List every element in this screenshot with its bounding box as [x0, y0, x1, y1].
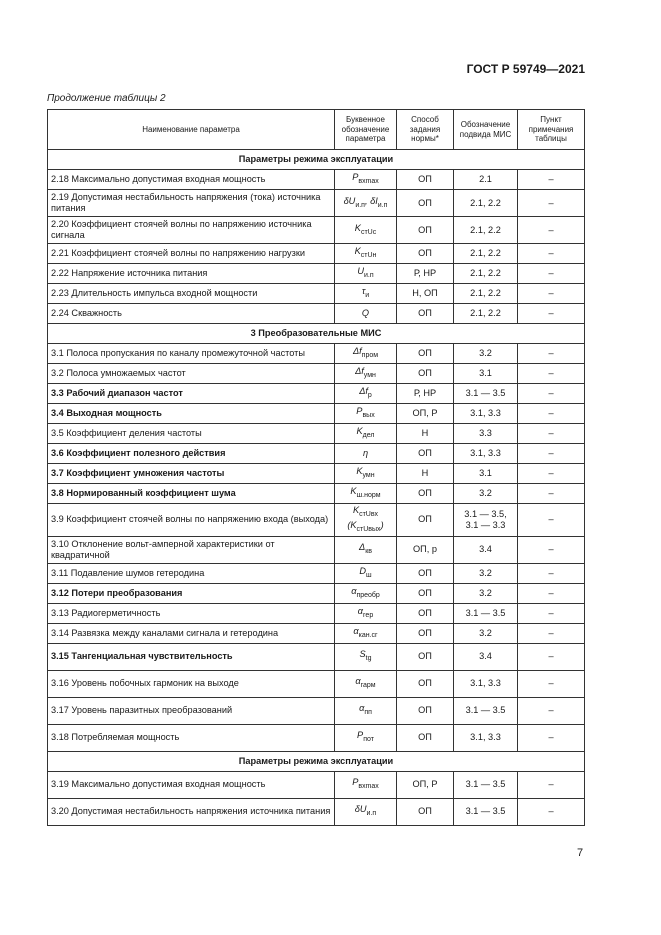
param-symbol: $\Delta f_{пром}$ [335, 344, 397, 364]
param-method: ОП [397, 670, 454, 697]
param-method: ОП [397, 444, 454, 464]
param-symbol: $\delta U_{и.п}$, $\delta I_{и.п}$ [335, 190, 397, 217]
table-row [48, 484, 585, 504]
param-method: ОП [397, 623, 454, 643]
param-note: – [518, 583, 585, 603]
param-note: – [518, 563, 585, 583]
param-symbol: $K_{стUвх}$ $(K_{стUвых})$ [335, 504, 397, 537]
param-method: ОП [397, 724, 454, 751]
table-row [48, 724, 585, 751]
param-symbol: $\Delta f_р$ [335, 384, 397, 404]
table-row [48, 563, 585, 583]
param-method: Н [397, 464, 454, 484]
table-row [48, 404, 585, 424]
param-note: – [518, 484, 585, 504]
column-header-symbol: Буквенное обозначение параметра [335, 110, 397, 150]
param-note: – [518, 603, 585, 623]
table-row [48, 304, 585, 324]
param-name: 3.7 Коэффициент умножения частоты [48, 464, 335, 484]
param-ref: 3.1 [454, 464, 518, 484]
param-ref: 3.2 [454, 623, 518, 643]
column-header-name: Наименование параметра [48, 110, 335, 150]
param-note: – [518, 798, 585, 825]
table-row [48, 771, 585, 798]
param-note: – [518, 444, 585, 464]
table-row [48, 603, 585, 623]
page-number: 7 [577, 847, 584, 859]
param-name: 2.18 Максимально допустимая входная мощность [48, 170, 335, 190]
table-row [48, 464, 585, 484]
param-note: – [518, 464, 585, 484]
param-ref: 2.1, 2.2 [454, 304, 518, 324]
param-name: 3.19 Максимально допустимая входная мощность [48, 771, 335, 798]
param-method: ОП, Р [397, 771, 454, 798]
param-name: 3.13 Радиогерметичность [48, 603, 335, 623]
param-note: – [518, 264, 585, 284]
param-ref: 3.2 [454, 344, 518, 364]
param-name: 3.1 Полоса пропускания по каналу промежуточной частоты [48, 344, 335, 364]
param-note: – [518, 170, 585, 190]
param-symbol: $K_{стUc}$ [335, 217, 397, 244]
param-name: 3.4 Выходная мощность [48, 404, 335, 424]
param-name: 3.5 Коэффициент деления частоты [48, 424, 335, 444]
param-ref: 3.1 — 3.5 [454, 603, 518, 623]
column-header-ref: Обозначение подвида МИС [454, 110, 518, 150]
table-row [48, 217, 585, 244]
param-note: – [518, 244, 585, 264]
param-ref: 3.2 [454, 484, 518, 504]
param-method: ОП, р [397, 536, 454, 563]
param-ref: 3.2 [454, 583, 518, 603]
param-note: – [518, 284, 585, 304]
param-name: 3.2 Полоса умножаемых частот [48, 364, 335, 384]
param-name: 3.12 Потери преобразования [48, 583, 335, 603]
param-method: ОП [397, 563, 454, 583]
param-symbol: $\alpha_{пп}$ [335, 697, 397, 724]
param-ref: 3.1 — 3.5 [454, 771, 518, 798]
param-note: – [518, 771, 585, 798]
param-ref: 3.4 [454, 536, 518, 563]
table-row [48, 264, 585, 284]
param-name: 2.22 Напряжение источника питания [48, 264, 335, 284]
param-symbol: $\alpha_{преобр}$ [335, 583, 397, 603]
param-note: – [518, 670, 585, 697]
section-title: Параметры режима эксплуатации [48, 150, 585, 170]
table-row [48, 170, 585, 190]
param-method: ОП, Р [397, 404, 454, 424]
param-note: – [518, 304, 585, 324]
table-row [48, 190, 585, 217]
param-name: 3.6 Коэффициент полезного действия [48, 444, 335, 464]
param-method: ОП [397, 697, 454, 724]
table-row [48, 583, 585, 603]
param-method: ОП [397, 504, 454, 537]
param-method: ОП [397, 217, 454, 244]
param-ref: 3.1, 3.3 [454, 670, 518, 697]
param-name: 3.17 Уровень паразитных преобразований [48, 697, 335, 724]
table-row [48, 536, 585, 563]
param-ref: 3.3 [454, 424, 518, 444]
table-row [48, 504, 585, 537]
param-name: 3.8 Нормированный коэффициент шума [48, 484, 335, 504]
param-symbol: $\alpha_{гер}$ [335, 603, 397, 623]
param-ref: 2.1, 2.2 [454, 190, 518, 217]
param-note: – [518, 364, 585, 384]
param-name: 3.20 Допустимая нестабильность напряжения источника питания [48, 798, 335, 825]
table-row [48, 798, 585, 825]
param-method: ОП [397, 190, 454, 217]
param-symbol: $\tau_и$ [335, 284, 397, 304]
param-method: ОП [397, 304, 454, 324]
param-name: 3.15 Тангенциальная чувствительность [48, 643, 335, 670]
param-ref: 3.4 [454, 643, 518, 670]
param-note: – [518, 190, 585, 217]
table-row [48, 364, 585, 384]
param-name: 2.24 Скважность [48, 304, 335, 324]
param-symbol: $P_{пот}$ [335, 724, 397, 751]
param-note: – [518, 404, 585, 424]
param-ref: 2.1 [454, 170, 518, 190]
param-symbol: $\delta U_{и.п}$ [335, 798, 397, 825]
param-note: – [518, 536, 585, 563]
table-row [48, 284, 585, 304]
param-ref: 3.1 — 3.5 [454, 384, 518, 404]
param-symbol: $D_ш$ [335, 563, 397, 583]
param-method: Н, ОП [397, 284, 454, 304]
param-symbol: η [335, 444, 397, 464]
param-ref: 3.1 — 3.5 [454, 697, 518, 724]
param-symbol: Q [335, 304, 397, 324]
param-method: Р, НР [397, 264, 454, 284]
param-note: – [518, 643, 585, 670]
column-header-method: Способ задания нормы* [397, 110, 454, 150]
param-ref: 3.1, 3.3 [454, 724, 518, 751]
param-ref: 3.1 — 3.5 [454, 798, 518, 825]
standard-number: ГОСТ Р 59749—2021 [466, 62, 585, 76]
param-method: ОП [397, 244, 454, 264]
param-symbol: $\alpha_{кан.сг}$ [335, 623, 397, 643]
param-symbol: $K_{дел}$ [335, 424, 397, 444]
param-note: – [518, 217, 585, 244]
table-row [48, 697, 585, 724]
param-symbol: $\alpha_{гарм}$ [335, 670, 397, 697]
param-note: – [518, 344, 585, 364]
param-name: 2.19 Допустимая нестабильность напряжения (тока) источника питания [48, 190, 335, 217]
param-note: – [518, 424, 585, 444]
param-ref: 2.1, 2.2 [454, 217, 518, 244]
param-ref: 2.1, 2.2 [454, 264, 518, 284]
table-row [48, 244, 585, 264]
table-caption: Продолжение таблицы 2 [47, 93, 166, 104]
param-name: 3.11 Подавление шумов гетеродина [48, 563, 335, 583]
param-symbol: $\Delta_{кв}$ [335, 536, 397, 563]
table-row [48, 424, 585, 444]
param-ref: 3.1 — 3.5, 3.1 — 3.3 [454, 504, 518, 537]
param-method: ОП [397, 484, 454, 504]
param-name: 3.3 Рабочий диапазон частот [48, 384, 335, 404]
section-row [48, 751, 585, 771]
param-ref: 2.1, 2.2 [454, 284, 518, 304]
param-symbol: $U_{и.п}$ [335, 264, 397, 284]
section-title: Параметры режима эксплуатации [48, 751, 585, 771]
param-ref: 3.1 [454, 364, 518, 384]
param-method: ОП [397, 344, 454, 364]
param-name: 3.9 Коэффициент стоячей волны по напряжению входа (выхода) [48, 504, 335, 537]
param-note: – [518, 504, 585, 537]
param-method: ОП [397, 798, 454, 825]
param-ref: 2.1, 2.2 [454, 244, 518, 264]
table-row [48, 670, 585, 697]
param-method: Р, НР [397, 384, 454, 404]
param-method: ОП [397, 364, 454, 384]
param-note: – [518, 384, 585, 404]
param-name: 2.20 Коэффициент стоячей волны по напряжению источника сигнала [48, 217, 335, 244]
section-row [48, 324, 585, 344]
section-row [48, 150, 585, 170]
param-name: 3.18 Потребляемая мощность [48, 724, 335, 751]
param-method: ОП [397, 583, 454, 603]
param-symbol: $P_{вхmax}$ [335, 170, 397, 190]
table-row [48, 623, 585, 643]
table-row [48, 444, 585, 464]
param-method: ОП [397, 643, 454, 670]
param-symbol: $K_{стUн}$ [335, 244, 397, 264]
param-symbol: $P_{вых}$ [335, 404, 397, 424]
table-header-row [48, 110, 585, 150]
param-name: 2.21 Коэффициент стоячей волны по напряжению нагрузки [48, 244, 335, 264]
param-method: Н [397, 424, 454, 444]
param-symbol: $K_{ш.норм}$ [335, 484, 397, 504]
param-note: – [518, 623, 585, 643]
param-name: 2.23 Длительность импульса входной мощности [48, 284, 335, 304]
param-note: – [518, 697, 585, 724]
table-row [48, 344, 585, 364]
param-ref: 3.1, 3.3 [454, 444, 518, 464]
param-symbol: $S_{tg}$ [335, 643, 397, 670]
param-method: ОП [397, 170, 454, 190]
parameters-table [47, 109, 585, 826]
table-row [48, 643, 585, 670]
param-symbol: $P_{вхmax}$ [335, 771, 397, 798]
param-note: – [518, 724, 585, 751]
param-method: ОП [397, 603, 454, 623]
param-ref: 3.2 [454, 563, 518, 583]
column-header-note: Пункт примечания таблицы [518, 110, 585, 150]
param-name: 3.14 Развязка между каналами сигнала и гетеродина [48, 623, 335, 643]
param-name: 3.10 Отклонение вольт-амперной характеристики от квадратичной [48, 536, 335, 563]
param-symbol: $K_{умн}$ [335, 464, 397, 484]
param-ref: 3.1, 3.3 [454, 404, 518, 424]
section-title: 3 Преобразовательные МИС [48, 324, 585, 344]
param-name: 3.16 Уровень побочных гармоник на выходе [48, 670, 335, 697]
table-row [48, 384, 585, 404]
param-symbol: $\Delta f_{умн}$ [335, 364, 397, 384]
